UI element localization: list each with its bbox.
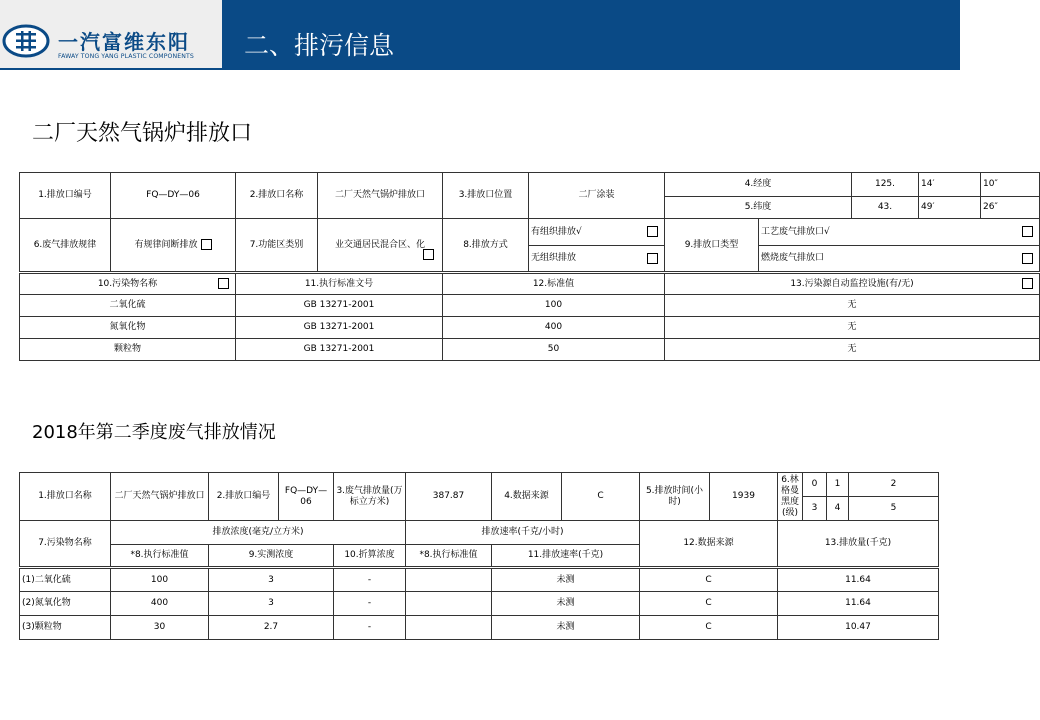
page-title: 二、排污信息 — [244, 31, 395, 60]
outlet-location-value: 二厂涂装 — [529, 173, 665, 219]
s2-rate-header: 排放速率(千克/小时) — [406, 521, 640, 545]
ringelmann-grade-2: 2 — [849, 473, 939, 497]
s2-pollutant-name: (3)颗粒物 — [20, 616, 111, 640]
s2-converted-conc-header: 10.折算浓度 — [334, 545, 406, 568]
function-zone-cell — [318, 219, 443, 273]
discharge-method-label: 8.排放方式 — [443, 219, 529, 273]
standard-doc: GB 13271-2001 — [236, 339, 443, 361]
s2-std-rate — [406, 592, 492, 616]
organized-checkbox[interactable] — [647, 226, 658, 237]
latitude-seconds: 26″ — [981, 197, 1040, 219]
standard-value: 50 — [443, 339, 665, 361]
s2-outlet-name-label: 1.排放口名称 — [20, 473, 111, 521]
s2-emission-amount: 10.47 — [778, 616, 939, 640]
outlet-type-label: 9.排放口类型 — [665, 219, 759, 273]
monitoring-value: 无 — [665, 295, 1040, 317]
longitude-seconds: 10″ — [981, 173, 1040, 197]
standard-doc-header: 11.执行标准文号 — [236, 273, 443, 295]
s2-converted-conc: - — [334, 568, 406, 592]
latitude-label: 5.纬度 — [665, 197, 852, 219]
combustion-option-cell — [759, 246, 1040, 273]
monitoring-checkbox[interactable] — [1022, 278, 1033, 289]
latitude-minutes: 49′ — [919, 197, 981, 219]
process-option-label: 工艺废气排放口√ — [761, 226, 830, 237]
s2-data-source-header: 12.数据来源 — [640, 521, 778, 568]
s2-emission-amount: 11.64 — [778, 592, 939, 616]
s2-std-rate-header: *8.执行标准值 — [406, 545, 492, 568]
ringelmann-grade-3: 3 — [803, 497, 827, 521]
s2-data-source-value: C — [562, 473, 640, 521]
s2-data-source: C — [640, 568, 778, 592]
s2-ringelmann-label: 6.林格曼黑度(级) — [778, 473, 803, 521]
function-zone-checkbox[interactable] — [423, 249, 434, 260]
unorganized-option-cell — [529, 246, 665, 273]
outlet-info-table — [19, 172, 1040, 361]
table-row — [20, 339, 1040, 361]
s2-emission-rate: 未测 — [492, 592, 640, 616]
s2-pollutant-name: (2)氮氧化物 — [20, 592, 111, 616]
unorganized-checkbox[interactable] — [647, 253, 658, 264]
latitude-degrees: 43. — [852, 197, 919, 219]
table-row — [20, 568, 939, 592]
ringelmann-grade-0: 0 — [803, 473, 827, 497]
emission-pattern-label: 6.废气排放规律 — [20, 219, 111, 273]
s2-exhaust-volume-label: 3.废气排放量(万标立方米) — [334, 473, 406, 521]
table-row — [20, 317, 1040, 339]
s2-emission-rate: 未测 — [492, 568, 640, 592]
pollutant-name: 颗粒物 — [20, 339, 236, 361]
outlet-name-value: 二厂天然气锅炉排放口 — [318, 173, 443, 219]
s2-pollutant-name: (1)二氧化硫 — [20, 568, 111, 592]
longitude-minutes: 14′ — [919, 173, 981, 197]
outlet-id-value: FQ—DY—06 — [111, 173, 236, 219]
table-row — [20, 592, 939, 616]
s2-concentration-header: 排放浓度(毫克/立方米) — [111, 521, 406, 545]
section2-title: 2018年第二季度废气排放情况 — [32, 422, 276, 443]
longitude-label: 4.经度 — [665, 173, 852, 197]
s2-std-conc: 30 — [111, 616, 209, 640]
ringelmann-grade-5: 5 — [849, 497, 939, 521]
s2-data-source: C — [640, 592, 778, 616]
standard-doc: GB 13271-2001 — [236, 295, 443, 317]
s2-std-rate — [406, 616, 492, 640]
s2-exhaust-volume-value: 387.87 — [406, 473, 492, 521]
s2-measured-conc: 3 — [209, 568, 334, 592]
emission-pattern-value: 有规律间断排放 — [134, 240, 198, 250]
s2-emission-rate: 未测 — [492, 616, 640, 640]
s2-measured-conc: 2.7 — [209, 616, 334, 640]
s2-emission-rate-header: 11.排放速率(千克) — [492, 545, 640, 568]
organized-option-cell — [529, 219, 665, 246]
function-zone-value: 业交通居民混合区、化 — [334, 239, 425, 250]
table-row — [20, 616, 939, 640]
pollutant-name: 氮氧化物 — [20, 317, 236, 339]
monitoring-header-cell — [665, 273, 1040, 295]
outlet-name-label: 2.排放口名称 — [236, 173, 318, 219]
emission-pattern-cell — [111, 219, 236, 273]
standard-value: 100 — [443, 295, 665, 317]
s2-std-conc: 400 — [111, 592, 209, 616]
monitoring-value: 无 — [665, 339, 1040, 361]
monitoring-value: 无 — [665, 317, 1040, 339]
emission-pattern-checkbox[interactable] — [201, 239, 212, 250]
s2-pollutant-header: 7.污染物名称 — [20, 521, 111, 568]
function-zone-label: 7.功能区类别 — [236, 219, 318, 273]
outlet-location-label: 3.排放口位置 — [443, 173, 529, 219]
outlet-id-label: 1.排放口编号 — [20, 173, 111, 219]
s2-outlet-name-value: 二厂天然气锅炉排放口 — [111, 473, 209, 521]
ringelmann-grade-1: 1 — [827, 473, 849, 497]
s2-std-conc-header: *8.执行标准值 — [111, 545, 209, 568]
s2-emission-amount: 11.64 — [778, 568, 939, 592]
s2-outlet-id-value: FQ—DY—06 — [279, 473, 334, 521]
standard-doc: GB 13271-2001 — [236, 317, 443, 339]
process-checkbox[interactable] — [1022, 226, 1033, 237]
s2-converted-conc: - — [334, 616, 406, 640]
combustion-option-label: 燃烧废气排放口 — [761, 253, 825, 263]
s2-measured-conc: 3 — [209, 592, 334, 616]
pollutant-name: 二氧化硫 — [20, 295, 236, 317]
ringelmann-grade-4: 4 — [827, 497, 849, 521]
s2-outlet-id-label: 2.排放口编号 — [209, 473, 279, 521]
s2-emission-time-label: 5.排放时间(小时) — [640, 473, 710, 521]
s2-amount-header: 13.排放量(千克) — [778, 521, 939, 568]
pollutant-name-header: 10.污染物名称 — [97, 278, 158, 289]
emission-status-table — [19, 472, 939, 640]
s2-emission-time-value: 1939 — [710, 473, 778, 521]
s2-std-rate — [406, 568, 492, 592]
header-divider — [0, 68, 960, 70]
table-row — [20, 295, 1040, 317]
standard-value: 400 — [443, 317, 665, 339]
pollutant-name-header-cell — [20, 273, 236, 295]
combustion-checkbox[interactable] — [1022, 253, 1033, 264]
monitoring-header: 13.污染源自动监控设施(有/无) — [790, 278, 914, 289]
s2-std-conc: 100 — [111, 568, 209, 592]
logo-subtext: FAWAY TONG YANG PLASTIC COMPONENTS — [58, 53, 194, 60]
pollutant-name-checkbox[interactable] — [218, 278, 229, 289]
longitude-degrees: 125. — [852, 173, 919, 197]
section1-title: 二厂天然气锅炉排放口 — [32, 121, 253, 146]
s2-converted-conc: - — [334, 592, 406, 616]
standard-value-header: 12.标准值 — [443, 273, 665, 295]
logo-text: 一汽富维东阳 — [58, 30, 190, 54]
s2-data-source-label: 4.数据来源 — [492, 473, 562, 521]
s2-data-source: C — [640, 616, 778, 640]
process-option-cell — [759, 219, 1040, 246]
unorganized-option-label: 无组织排放 — [531, 253, 577, 263]
s2-measured-conc-header: 9.实测浓度 — [209, 545, 334, 568]
organized-option-label: 有组织排放√ — [531, 226, 582, 237]
faw-logo-icon — [2, 24, 50, 58]
